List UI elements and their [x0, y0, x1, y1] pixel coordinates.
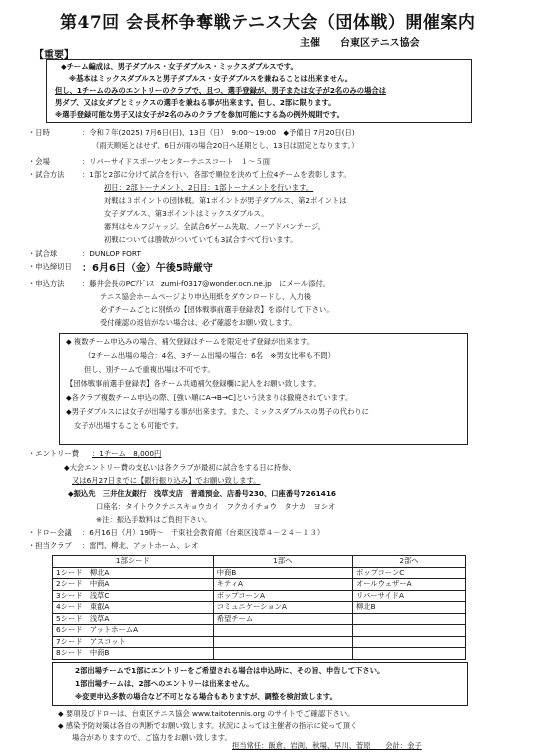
table-cell: 3シード 浅草C [53, 590, 214, 602]
apply-line-3: 必ずチームごとに別紙の【団体戦事前選手登録表】を添付して下さい。 [100, 305, 334, 314]
seed-table [52, 555, 466, 660]
table-cell: 2シード 中商A [53, 579, 214, 591]
table-cell: 5シード 浅草A [53, 613, 214, 625]
fee-value: ：1チーム 8,000円 [92, 449, 162, 458]
manager-value: ：雷門、柳北、アットホーム、レオ [82, 541, 199, 550]
important-line-1: ◆チーム編成は、男子ダブルス・女子ダブルス・ミックスダブルスです。 [61, 62, 298, 71]
table-row [53, 613, 466, 625]
table-cell [352, 625, 465, 637]
table-cell [213, 636, 352, 648]
notice-line-3: ※変更申込多数の場合など不可となる場合もありますが、調整を検討致します。 [75, 692, 337, 701]
table-cell: 中商B [213, 567, 352, 579]
multi-team-line-1: ◆ 複数チーム申込みの場合、補欠登録はチームを限定せず登録が出来ます。 [66, 337, 315, 346]
fee-line-4: 口座名：タイトウクテニスキョウカイ フクカイチョウ タナカ ヨシオ [96, 502, 336, 511]
method-line-2: 初日：2部トーナメント、2日目：1部トーナメントを行います。 [104, 183, 314, 192]
method-label: ・試合方法 [28, 170, 65, 179]
draw-value: ：6月16日（月）19時～ 千束社会教育館（台東区浅草４－２４－１３） [82, 528, 325, 537]
table-cell: ボップコーンC [352, 567, 465, 579]
table-row [53, 602, 466, 614]
deadline-value: ：6月6日（金）午後5時厳守 [82, 263, 213, 274]
page-title: 第47回 会長杯争奪戦テニス大会（団体戦）開催案内 [60, 13, 476, 33]
important-line-2: ※基本はミックスダブルスと男子ダブルス・女子ダブルスを兼ねることは出来ません。 [69, 74, 353, 83]
table-cell: 柳北B [352, 602, 465, 614]
seed-header-3: 2部へ [352, 556, 465, 568]
table-cell: 4シード 東叡A [53, 602, 214, 614]
important-line-5: ※選手登録可能な男子又は女子が2名のみのクラブを参加可能にする為の例外規則です。 [55, 110, 344, 119]
deadline-label: ・申込締切日 [28, 262, 72, 271]
important-line-4: 男ダブ、又は女ダブとミックスの選手を兼ねる事が出来ます。但し、2部に限ります。 [55, 98, 336, 107]
venue-label: ・会場 [28, 157, 50, 166]
table-cell [352, 636, 465, 648]
table-row [53, 590, 466, 602]
fee-line-1: ◆大会エントリー費の支払いは各クラブが最初に試合をする日に持参、 [64, 463, 296, 472]
method-line-5: 審判はセルフジャッジ。全試合6ゲーム先取、ノーアドバンテージ。 [104, 222, 326, 231]
ball-label: ・試合球 [28, 249, 58, 258]
table-cell [352, 613, 465, 625]
table-cell: 1シード 柳北A [53, 567, 214, 579]
multi-team-line-3: 但し、別チームで重複出場は不可です。 [84, 365, 215, 374]
fee-line-3: ◆振込先 三井住友銀行 浅草支店 普通預金、店番号230、口座番号7261416 [68, 489, 336, 498]
staff-line: 担当常任：飯倉、岩渕、秋場、早川、菅原 会計：金子 [232, 741, 422, 750]
multi-team-box [59, 333, 468, 445]
table-row [53, 636, 466, 648]
table-cell [213, 625, 352, 637]
fee-line-5: ※注：振込手数料はご負担下さい。 [96, 515, 212, 524]
table-cell: リバーサイドA [352, 590, 465, 602]
notice-line-1: 2部出場チームで1部にエントリーをご希望される場合は申込時に、その旨、申告して下さい。 [75, 666, 385, 675]
table-cell: 7シード アスコット [53, 636, 214, 648]
method-line-6: 初戦については勝敗がついていても3試合すべて行います。 [104, 235, 298, 244]
table-cell: オールウェザーA [352, 579, 465, 591]
seed-header-2: 1部へ [213, 556, 352, 568]
fee-line-2: 又は6月27日までに【銀行振り込み】でお願い致します。 [72, 476, 261, 485]
table-cell [352, 648, 465, 660]
multi-team-line-7: 女子が出場することも可能です。 [74, 421, 183, 430]
draw-label: ・ドロー会議 [28, 528, 72, 537]
multi-team-line-5: ◆各クラブ複数チーム申込の際、[強い順にA→B→C]という決まりは撤廃されています。 [66, 393, 353, 402]
venue-value: ：リバーサイドスポーツセンターテニスコート １～５面 [82, 157, 271, 166]
important-box [46, 59, 472, 123]
multi-team-line-2: （2チーム出場の場合：4名、3チーム出場の場合：6名 ※男女比率も不問） [84, 351, 335, 360]
multi-team-line-4: 【団体戦事前選手登録表】各チーム共通補欠登録欄に記入をお願い致します。 [66, 379, 321, 388]
important-heading: 【重要】 [34, 50, 74, 61]
footer-line-1: ◆ 要項及びドローは、台東区テニス協会 www.taitotennis.org のサイトでご確認下さい。 [58, 709, 355, 718]
table-cell: 希望チーム [213, 613, 352, 625]
organizer-line: 主催 台東区テニス協会 [300, 38, 420, 49]
table-row [53, 567, 466, 579]
apply-line-2: テニス協会ホームページより申込用紙をダウンロードし、入力後 [100, 292, 312, 301]
method-line-1: ：1部と2部に分けて試合を行い、各部で順位を決めて上位4チームを表彰します。 [82, 170, 351, 179]
table-cell: キティA [213, 579, 352, 591]
table-cell: 8シード 中商B [53, 648, 214, 660]
table-row [53, 625, 466, 637]
apply-line-1: ：藤井会長のPCｱﾄﾞﾚｽ zumi-f0317@wonder.ocn.ne.jp にメール添付。 [82, 279, 331, 288]
important-line-3: 但し、1チームのみのエントリーのクラブで、且つ、選手登録が、男子または女子が2名のみの場合は [55, 86, 386, 95]
footer-line-2: ◆ 感染予防対策は各自の判断でお願い致します。状況によっては主催者の指示に従って頂く [58, 721, 358, 730]
notice-box [52, 662, 468, 706]
apply-label: ・申込方法 [28, 279, 65, 288]
date-note: （雨天順延とはせず、6日が雨の場合20日へ延期とし、13日は固定となります。） [92, 141, 359, 150]
table-row [53, 648, 466, 660]
notice-line-2: 1部出場チームは、2部へのエントリーは出来ません。 [75, 679, 254, 688]
date-label: ・日時 [28, 128, 50, 137]
method-line-4: 女子ダブルス、第3ポイントはミックスダブルス。 [104, 209, 269, 218]
method-line-3: 対戦は３ポイントの団体戦。第1ポイントが男子ダブルス、第2ポイントは [104, 196, 347, 205]
seed-header-1: 1部シード [53, 556, 214, 568]
table-cell [213, 648, 352, 660]
manager-label: ・担当クラブ [28, 541, 72, 550]
seed-table-header-row [53, 556, 466, 568]
table-cell: コミュニケーションA [213, 602, 352, 614]
table-cell: 6シード アットホームA [53, 625, 214, 637]
table-row [53, 579, 466, 591]
apply-line-4: 受付確認の返信がない場合は、必ず確認をお願い致します。 [100, 318, 297, 327]
fee-label: ・エントリー費 [28, 449, 80, 458]
date-value: ：令和７年(2025) 7月6日(日)、13日（日） 9:00～19:00 ◆予備日 7月20日(日) [82, 128, 355, 137]
table-cell: ボップコーンA [213, 590, 352, 602]
ball-value: ：DUNLOP FORT [82, 249, 141, 258]
footer-line-3: 場合がありますので、ご協力をお願い致します。 [72, 733, 232, 742]
multi-team-line-6: ◆男子ダブルスには女子が出場する事が出来ます。また、ミックスダブルスの男子の代わりに [66, 407, 369, 416]
